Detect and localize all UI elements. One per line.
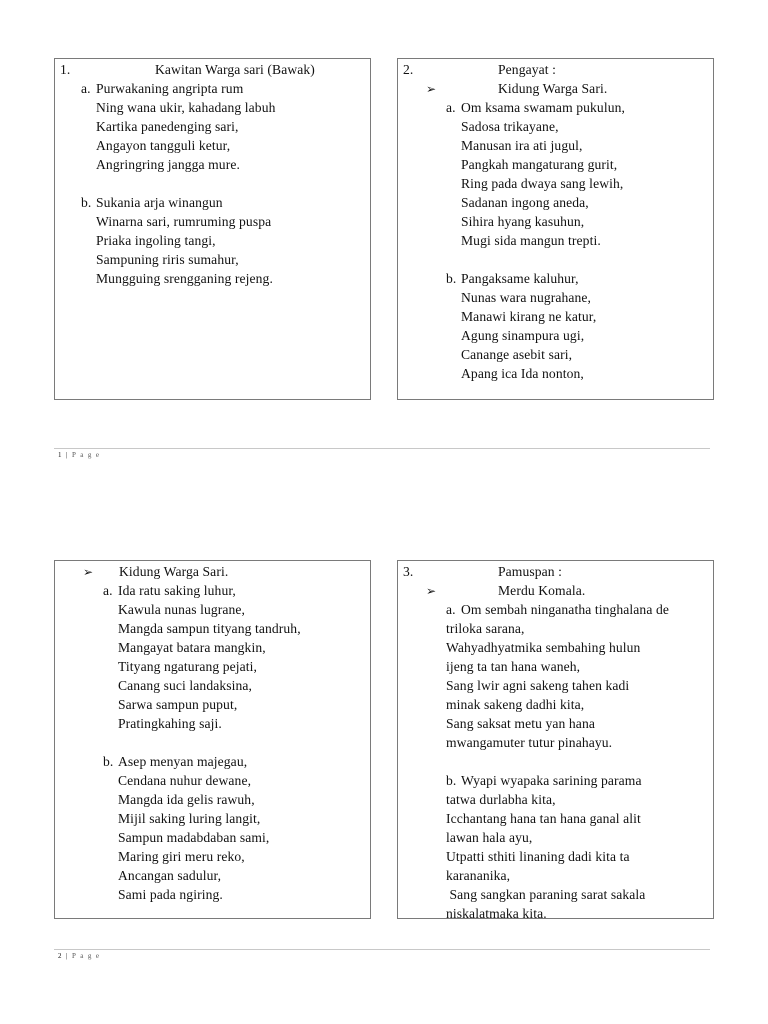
poem-line: Sarwa sampun puput, <box>118 697 238 712</box>
page-number: 1 <box>58 451 63 459</box>
poem-line: Sang saksat metu yan hana <box>446 716 595 731</box>
poem-line: Asep menyan majegau, <box>118 754 248 769</box>
footer-separator: | <box>66 451 69 459</box>
poem-line: Priaka ingoling tangi, <box>96 233 216 248</box>
stanza-marker: a. <box>446 602 456 617</box>
poem-box-3 <box>54 560 371 919</box>
poem-line: Ancangan sadulur, <box>118 868 222 883</box>
arrow-bullet-icon: ➢ <box>426 82 437 96</box>
poem-line: Wyapi wyapaka sarining parama <box>461 773 642 788</box>
section-title: Kawitan Warga sari (Bawak) <box>155 62 315 77</box>
poem-line: Utpatti sthiti linaning dadi kita ta <box>446 849 630 864</box>
section-subtitle: Merdu Komala. <box>498 583 586 598</box>
stanza-marker: b. <box>81 195 92 210</box>
poem-line: Ning wana ukir, kahadang labuh <box>96 100 276 115</box>
footer-divider <box>54 949 710 950</box>
poem-line: Icchantang hana tan hana ganal alit <box>446 811 641 826</box>
poem-box-4 <box>397 560 714 919</box>
poem-line: Ida ratu saking luhur, <box>118 583 236 598</box>
poem-line: Sadosa trikayane, <box>461 119 559 134</box>
poem-line: Mangayat batara mangkin, <box>118 640 266 655</box>
poem-line: minak sakeng dadhi kita, <box>446 697 585 712</box>
poem-line: niskalatmaka kita. <box>446 906 547 921</box>
poem-line: karananika, <box>446 868 511 883</box>
stanza-marker: b. <box>446 271 457 286</box>
stanza-marker: a. <box>103 583 113 598</box>
page-label: P a g e <box>72 451 101 459</box>
section-subtitle: Kidung Warga Sari. <box>498 81 608 96</box>
poem-line: Manawi kirang ne katur, <box>461 309 597 324</box>
section-title: Pamuspan : <box>498 564 563 579</box>
poem-line: Sihira hyang kasuhun, <box>461 214 585 229</box>
poem-line: Om ksama swamam pukulun, <box>461 100 625 115</box>
poem-line: Mangda sampun tityang tandruh, <box>118 621 301 636</box>
poem-line: Manusan ira ati jugul, <box>461 138 583 153</box>
poem-line: Tityang ngaturang pejati, <box>118 659 258 674</box>
footer-separator: | <box>66 952 69 960</box>
poem-line: Sampun madabdaban sami, <box>118 830 270 845</box>
poem-line: Om sembah ninganatha tinghalana de <box>461 602 669 617</box>
poem-line: Apang ica Ida nonton, <box>461 366 584 381</box>
poem-line: Angringring jangga mure. <box>96 157 240 172</box>
poem-line: Purwakaning angripta rum <box>96 81 244 96</box>
section-title: Pengayat : <box>498 62 557 77</box>
poem-line: Canang suci landaksina, <box>118 678 253 693</box>
poem-line: mwangamuter tutur pinahayu. <box>446 735 613 750</box>
stanza-marker: a. <box>446 100 456 115</box>
poem-line: Sang lwir agni sakeng tahen kadi <box>446 678 630 693</box>
poem-line: Winarna sari, rumruming puspa <box>96 214 272 229</box>
poem-line: Wahyadhyatmika sembahing hulun <box>446 640 641 655</box>
poem-line: Pangkah mangaturang gurit, <box>461 157 618 172</box>
poem-line: Agung sinampura ugi, <box>461 328 585 343</box>
poem-line: Sang sangkan paraning sarat sakala <box>446 887 646 902</box>
poem-line: Sadanan ingong aneda, <box>461 195 589 210</box>
poem-line: Mijil saking luring langit, <box>118 811 261 826</box>
poem-line: Canange asebit sari, <box>461 347 573 362</box>
stanza-marker: b. <box>446 773 457 788</box>
stanza-marker: a. <box>81 81 91 96</box>
poem-line: Mungguing srengganing rejeng. <box>96 271 273 286</box>
poem-line: Mangda ida gelis rawuh, <box>118 792 255 807</box>
poem-line: Angayon tangguli ketur, <box>96 138 231 153</box>
poem-line: Pangaksame kaluhur, <box>461 271 579 286</box>
poem-line: tatwa durlabha kita, <box>446 792 556 807</box>
page-footer <box>58 952 100 960</box>
section-number: 1. <box>60 62 71 77</box>
poem-line: triloka sarana, <box>446 621 525 636</box>
section-subtitle: Kidung Warga Sari. <box>119 564 229 579</box>
arrow-bullet-icon: ➢ <box>426 584 437 598</box>
poem-line: Cendana nuhur dewane, <box>118 773 252 788</box>
page-number: 2 <box>58 952 63 960</box>
poem-line: Ring pada dwaya sang lewih, <box>461 176 624 191</box>
poem-line: ijeng ta tan hana waneh, <box>446 659 581 674</box>
page-footer <box>58 451 100 459</box>
poem-box-2 <box>397 58 714 400</box>
section-number: 3. <box>403 564 414 579</box>
poem-line: Kawula nunas lugrane, <box>118 602 246 617</box>
poem-line: Sukania arja winangun <box>96 195 223 210</box>
poem-line: Maring giri meru reko, <box>118 849 245 864</box>
poem-line: Nunas wara nugrahane, <box>461 290 592 305</box>
stanza-marker: b. <box>103 754 114 769</box>
section-number: 2. <box>403 62 414 77</box>
poem-line: Sami pada ngiring. <box>118 887 223 902</box>
poem-line: Sampuning riris sumahur, <box>96 252 239 267</box>
poem-line: Pratingkahing saji. <box>118 716 222 731</box>
footer-divider <box>54 448 710 449</box>
page-label: P a g e <box>72 952 101 960</box>
poem-line: Kartika panedenging sari, <box>96 119 239 134</box>
poem-line: lawan hala ayu, <box>446 830 533 845</box>
poem-box-1 <box>54 58 371 400</box>
poem-line: Mugi sida mangun trepti. <box>461 233 601 248</box>
arrow-bullet-icon: ➢ <box>83 565 94 579</box>
